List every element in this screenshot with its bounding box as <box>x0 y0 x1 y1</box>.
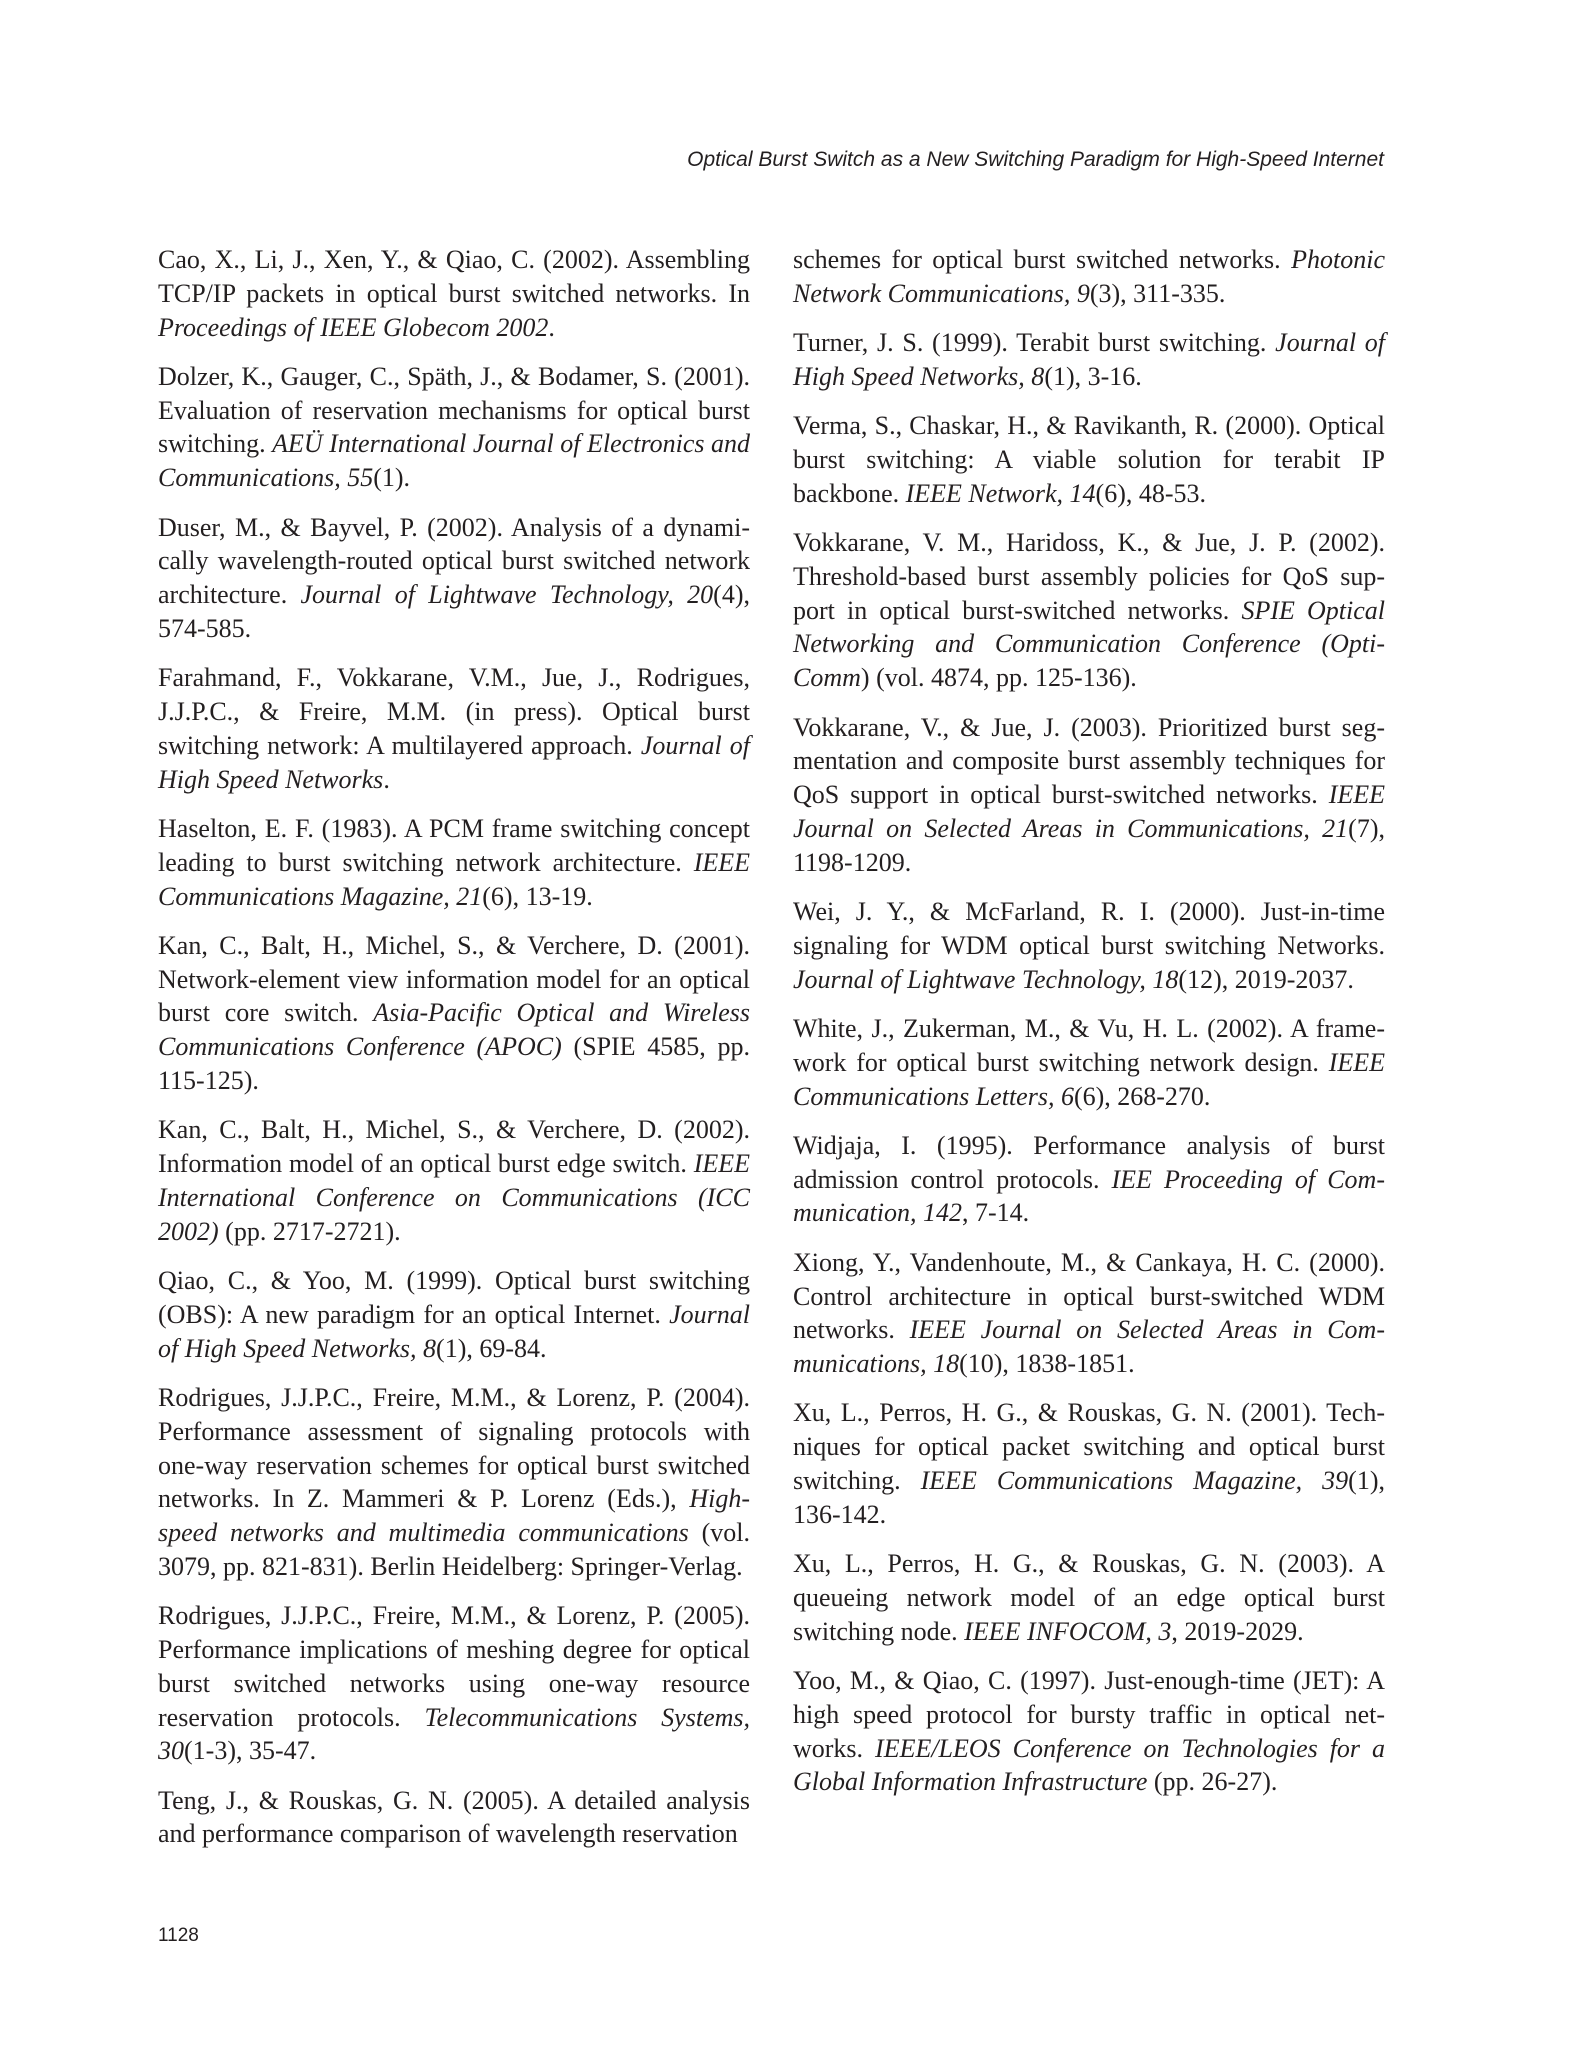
reference-text: (10), 1838-1851. <box>959 1349 1135 1379</box>
reference-entry <box>793 1547 1385 1648</box>
reference-text: (1), 136-142. <box>793 1466 1385 1529</box>
reference-text: Dolzer, K., Gauger, C., Späth, J., & Bodamer, S. (2001). Evaluation of reservation mechanisms for optical burst switching. <box>158 361 750 459</box>
reference-text: (pp. 26-27). <box>1147 1767 1278 1797</box>
reference-text: Yoo, M., & Qiao, C. (1997). Just-enough-time (JET): A high speed protocol for bursty traffic in optical networks. <box>793 1665 1385 1763</box>
reference-text: . <box>548 312 555 342</box>
reference-source-italic: Journal of High Speed Networks, 8 <box>158 1299 750 1363</box>
reference-text: (6), 13-19. <box>482 881 593 911</box>
reference-text: (12), 2019-2037. <box>1178 964 1354 994</box>
reference-entry <box>793 243 1385 311</box>
reference-source-italic: IEEE Communications Magazine, 39 <box>920 1466 1349 1495</box>
reference-entry <box>158 812 750 913</box>
reference-text: , 2019-2029. <box>1171 1616 1304 1646</box>
reference-text: Farahmand, F., Vokkarane, V.M., Jue, J., Rodrigues, J.J.P.C., & Freire, M.M. (in press). Optical burst switching network: A multilayered approach. <box>158 663 750 760</box>
reference-text: schemes for optical burst switched networks. <box>793 245 1292 274</box>
reference-source-italic: IEEE Network, 14 <box>905 478 1096 508</box>
reference-source-italic: Journal of Lightwave Technology, 20 <box>300 580 714 610</box>
reference-source-italic: Journal of High Speed Networks, 8 <box>793 328 1385 391</box>
reference-text: (1-3), 35-47. <box>184 1736 317 1766</box>
reference-entry <box>158 511 750 646</box>
reference-text: . <box>383 764 390 794</box>
reference-entry <box>158 360 750 495</box>
reference-entry <box>793 711 1385 880</box>
reference-entry <box>158 1381 750 1584</box>
reference-entry <box>793 326 1385 394</box>
reference-source-italic: IEEE International Conference on Communications (ICC 2002) <box>158 1149 750 1246</box>
reference-text: Cao, X., Li, J., Xen, Y., & Qiao, C. (2002). Assembling TCP/IP packets in optical burst switched networks. In <box>158 245 750 308</box>
reference-text: (pp. 2717-2721). <box>218 1216 401 1246</box>
reference-text: Xiong, Y., Vandenhoute, M., & Cankaya, H. C. (2000). Control architecture in optical burst-switched WDM networks. <box>793 1247 1385 1345</box>
reference-text: (1). <box>373 463 411 493</box>
running-head: Optical Burst Switch as a New Switching Paradigm for High-Speed Internet <box>687 148 1384 171</box>
reference-source-italic: Journal of Lightwave Technology, 18 <box>793 964 1179 994</box>
reference-entry <box>793 1396 1385 1531</box>
reference-source-italic: IEEE INFOCOM, 3 <box>964 1616 1172 1646</box>
reference-source-italic: Asia-Pacific Optical and Wireless Communications Conference (APOC) <box>158 998 750 1062</box>
reference-text: Xu, L., Perros, H. G., & Rouskas, G. N. (2001). Techniques for optical packet switching and optical burst switching. <box>793 1398 1385 1495</box>
reference-entry <box>793 1012 1385 1113</box>
reference-entry <box>158 1784 750 1852</box>
reference-entry <box>793 1246 1385 1381</box>
reference-text: Haselton, E. F. (1983). A PCM frame switching concept leading to burst switching network architecture. <box>158 813 750 877</box>
reference-source-italic: Proceedings of IEEE Globecom 2002 <box>158 312 549 342</box>
reference-text: Vokkarane, V. M., Haridoss, K., & Jue, J. P. (2002). Threshold-based burst assembly policies for QoS support in optical burst-switched networks. <box>793 528 1385 625</box>
reference-source-italic: SPIE Optical Networking and Communication Conference (OptiComm <box>793 595 1385 693</box>
reference-text: (4), 574-585. <box>158 580 750 643</box>
reference-source-italic: IEE Proceeding of Communication, 142 <box>793 1164 1385 1228</box>
reference-text: Kan, C., Balt, H., Michel, S., & Verchere, D. (2001). Network-element view information model for an optical burst core switch. <box>158 930 750 1028</box>
reference-text: (1), 3-16. <box>1044 361 1142 391</box>
references-right-column <box>793 243 1385 1815</box>
reference-source-italic: High-speed networks and multimedia communications <box>158 1484 750 1548</box>
reference-source-italic: IEEE/LEOS Conference on Technologies for a Global Information Infrastructure <box>793 1733 1385 1797</box>
reference-text: (6), 268-270. <box>1073 1081 1211 1111</box>
reference-text: Teng, J., & Rouskas, G. N. (2005). A detailed analysis and performance comparison of wavelength reservation <box>158 1785 750 1849</box>
reference-entry <box>158 1599 750 1768</box>
reference-entry <box>793 409 1385 510</box>
reference-source-italic: Telecommunications Systems, 30 <box>158 1702 751 1766</box>
reference-entry <box>793 895 1385 996</box>
reference-source-italic: Journal of High Speed Networks <box>158 730 750 794</box>
reference-entry <box>158 661 750 796</box>
reference-text: (SPIE 4585, pp. 115-125). <box>158 1032 750 1096</box>
reference-source-italic: IEEE Communications Magazine, 21 <box>158 847 750 911</box>
reference-entry <box>793 1129 1385 1230</box>
reference-text: (7), 1198-1209. <box>793 813 1385 877</box>
reference-source-italic: IEEE Journal on Selected Areas in Communications, 18 <box>793 1315 1385 1379</box>
reference-text: ) (vol. 4874, pp. 125-136). <box>860 663 1137 693</box>
reference-text: Verma, S., Chaskar, H., & Ravikanth, R. (2000). Optical burst switching: A viable solution for terabit IP backbone. <box>793 411 1385 508</box>
reference-text: (6), 48-53. <box>1095 478 1207 508</box>
reference-entry <box>793 1664 1385 1799</box>
reference-entry <box>793 526 1385 695</box>
reference-text: Qiao, C., & Yoo, M. (1999). Optical burst switching (OBS): A new paradigm for an optical Internet. <box>158 1266 750 1329</box>
reference-text: Rodrigues, J.J.P.C., Freire, M.M., & Lorenz, P. (2005). Performance implications of meshing degree for optical burst switched networks using one-way resource reservation protocols. <box>158 1601 750 1732</box>
reference-entry <box>158 1264 750 1365</box>
reference-text: Wei, J. Y., & McFarland, R. I. (2000). Just-in-time signaling for WDM optical burst switching Networks. <box>793 897 1385 960</box>
reference-text: Xu, L., Perros, H. G., & Rouskas, G. N. (2003). A queueing network model of an edge optical burst switching node. <box>793 1549 1385 1646</box>
reference-source-italic: IEEE Journal on Selected Areas in Communications, 21 <box>793 780 1385 843</box>
reference-source-italic: Photonic Network Communications, 9 <box>793 245 1385 308</box>
reference-text: (3), 311-335. <box>1089 278 1226 308</box>
reference-text: Kan, C., Balt, H., Michel, S., & Verchere, D. (2002). Information model of an optical burst edge switch. <box>158 1115 750 1179</box>
reference-text: Widjaja, I. (1995). Performance analysis of burst admission control protocols. <box>793 1130 1385 1194</box>
reference-entry <box>158 929 750 1098</box>
reference-text: White, J., Zukerman, M., & Vu, H. L. (2002). A framework for optical burst switching network design. <box>793 1013 1385 1077</box>
reference-text: Duser, M., & Bayvel, P. (2002). Analysis of a dynamically wavelength-routed optical burst switched network architecture. <box>158 512 750 610</box>
reference-text: Vokkarane, V., & Jue, J. (2003). Prioritized burst segmentation and composite burst assembly techniques for QoS support in optical burst-switched networks. <box>793 712 1385 810</box>
reference-text: (vol. 3079, pp. 821-831). Berlin Heidelberg: Springer-Verlag. <box>158 1518 750 1581</box>
reference-entry <box>158 1113 750 1248</box>
reference-entry <box>158 243 750 344</box>
reference-source-italic: AEÜ International Journal of Electronics and Communications, 55 <box>158 429 750 493</box>
reference-text: Turner, J. S. (1999). Terabit burst switching. <box>793 328 1276 358</box>
reference-text: (1), 69-84. <box>436 1333 547 1363</box>
reference-source-italic: IEEE Communications Letters, 6 <box>793 1047 1385 1111</box>
page-number: 1128 <box>158 1925 199 1946</box>
reference-text: Rodrigues, J.J.P.C., Freire, M.M., & Lorenz, P. (2004). Performance assessment of signaling protocols with one-way reservation schemes for optical burst switched networks. In Z. Mammeri & P. Lorenz (Eds.), <box>158 1382 750 1514</box>
reference-text: , 7-14. <box>962 1198 1030 1228</box>
references-left-column <box>158 243 750 1867</box>
